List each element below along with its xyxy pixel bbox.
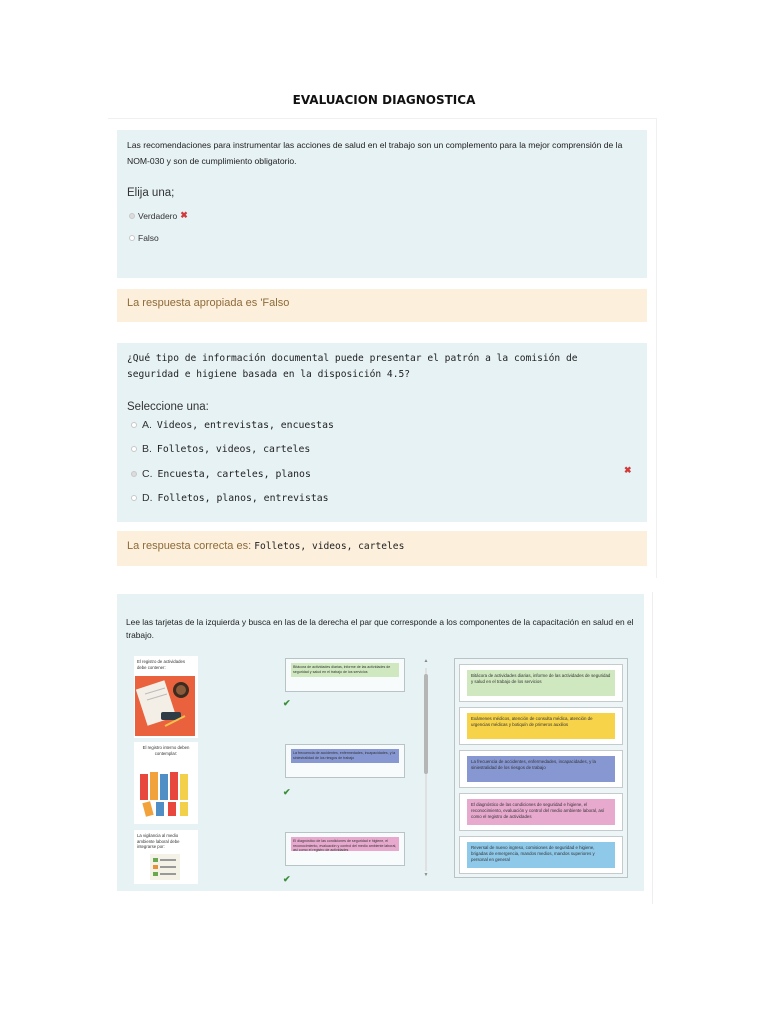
scroll-thumb[interactable] (424, 674, 428, 774)
drop-slot-1[interactable] (285, 658, 405, 692)
feedback-1 (117, 289, 647, 322)
answer-option-2[interactable] (459, 707, 623, 745)
left-card-3[interactable] (134, 830, 198, 884)
matching-instructions: Lee las tarjetas de la izquierda y busca en las de la derecha el par que corresponde a los componentes de la capacitación en salud en el trabajo. (126, 617, 634, 640)
checklist-illustration-icon (148, 852, 182, 882)
answer-option-2-text[interactable]: Exámenes médicos, atención de consulta médica, atención de urgencias médicas y botiquín de primeros auxilios (467, 713, 615, 739)
option-a[interactable] (131, 419, 334, 431)
drop-slot-3[interactable] (285, 832, 405, 866)
answer-option-5-text[interactable]: Reversal de nuevo ingreso, comisiones de seguridad e higiene, brigadas de emergencia, mandos medios, mandos superiores y personal en general (467, 842, 615, 868)
option-b-label: Folletos, videos, carteles (156, 443, 311, 455)
left-card-2-text: El registro interno deben contemplar: (142, 745, 190, 756)
option-a-label: Videos, entrevistas, encuestas (156, 419, 334, 431)
answer-option-3-text[interactable]: La frecuencia de accidentes, enfermedades, incapacidades, y la siniestralidad de los riesgos de trabajo (467, 756, 615, 782)
divider (108, 118, 656, 119)
left-card-3-text: La vigilancia al medio ambiente laboral debe integrarse por: (137, 833, 180, 849)
option-c-label: Encuesta, carteles, planos (157, 468, 311, 480)
option-verdadero[interactable] (129, 210, 188, 221)
answer-option-1[interactable] (459, 664, 623, 702)
radio-b[interactable] (131, 446, 137, 452)
radio-verdadero[interactable] (129, 213, 135, 219)
placed-answer-2[interactable]: La frecuencia de accidentes, enfermedades, incapacidades, y la siniestralidad de los riesgos de trabajo (291, 749, 399, 763)
option-c[interactable] (131, 468, 311, 480)
drop-slot-2[interactable] (285, 744, 405, 778)
radio-d[interactable] (131, 495, 137, 501)
document-illustration-icon (135, 676, 195, 736)
matching-exercise (117, 594, 644, 891)
feedback-2-text (127, 540, 404, 552)
wrong-icon: ✖ (180, 210, 188, 220)
feedback-1-text: La respuesta apropiada es 'Falso (127, 297, 290, 309)
option-b-letter: B. (142, 443, 152, 455)
answer-option-1-text[interactable]: Bitácora de actividades diarias, informe de las actividades de seguridad y salud en el trabajo de los servicios (467, 670, 615, 696)
feedback-2-answer: Folletos, videos, carteles (254, 541, 405, 552)
option-falso[interactable] (129, 233, 159, 243)
radio-c[interactable] (131, 471, 137, 477)
question-1 (117, 130, 647, 278)
left-card-1[interactable] (134, 656, 198, 738)
left-card-1-text: El registro de actividades debe contener: (137, 659, 186, 670)
scroll-up-icon[interactable]: ▲ (423, 658, 429, 664)
divider (652, 592, 653, 904)
answer-option-4-text[interactable]: El diagnóstico de las condiciones de seguridad e higiene, el reconocimiento, evaluación y control del medio ambiente laboral, así como el registro de actividades (467, 799, 615, 825)
feedback-2 (117, 531, 647, 566)
scroll-down-icon[interactable]: ▼ (423, 872, 429, 878)
scrollbar[interactable] (422, 658, 430, 881)
check-icon: ✔ (283, 874, 291, 884)
answer-option-3[interactable] (459, 750, 623, 788)
answer-option-4[interactable] (459, 793, 623, 831)
question-2-text: ¿Qué tipo de información documental puede presentar el patrón a la comisión de seguridad e higiene basada en la disposición 4.5? (127, 353, 578, 380)
wrong-icon: ✖ (624, 465, 632, 475)
option-d[interactable] (131, 492, 329, 504)
option-b[interactable] (131, 443, 310, 455)
answer-option-5[interactable] (459, 836, 623, 874)
option-a-letter: A. (142, 419, 152, 431)
radio-a[interactable] (131, 422, 137, 428)
question-2 (117, 343, 647, 522)
placed-answer-1[interactable]: Bitácora de actividades diarias, informe de las actividades de seguridad y salud en el trabajo de los servicios (291, 663, 399, 677)
option-falso-label: Falso (138, 233, 159, 243)
answer-options-column (454, 658, 628, 878)
option-c-letter: C. (142, 468, 153, 480)
option-d-label: Folletos, planos, entrevistas (157, 492, 329, 504)
check-icon: ✔ (283, 787, 291, 797)
page-title: EVALUACION DIAGNOSTICA (292, 93, 476, 107)
feedback-2-label: La respuesta correcta es: (127, 540, 255, 552)
option-d-letter: D. (142, 492, 153, 504)
check-icon: ✔ (283, 698, 291, 708)
radio-falso[interactable] (129, 235, 135, 241)
question-1-prompt: Elija una; (127, 187, 175, 199)
binders-illustration-icon (136, 762, 194, 820)
placed-answer-3[interactable]: El diagnóstico de las condiciones de seguridad e higiene, el reconocimiento, evaluación y control del medio ambiente laboral, así como el registro de actividades (291, 837, 399, 851)
question-1-text: Las recomendaciones para instrumentar las acciones de salud en el trabajo son un complemento para la mejor comprensión de la NOM-030 y son de cumplimiento obligatorio. (127, 140, 623, 166)
question-2-prompt: Seleccione una: (127, 401, 209, 413)
option-verdadero-label: Verdadero (138, 210, 178, 221)
divider (656, 118, 657, 578)
left-card-2[interactable] (134, 742, 198, 824)
